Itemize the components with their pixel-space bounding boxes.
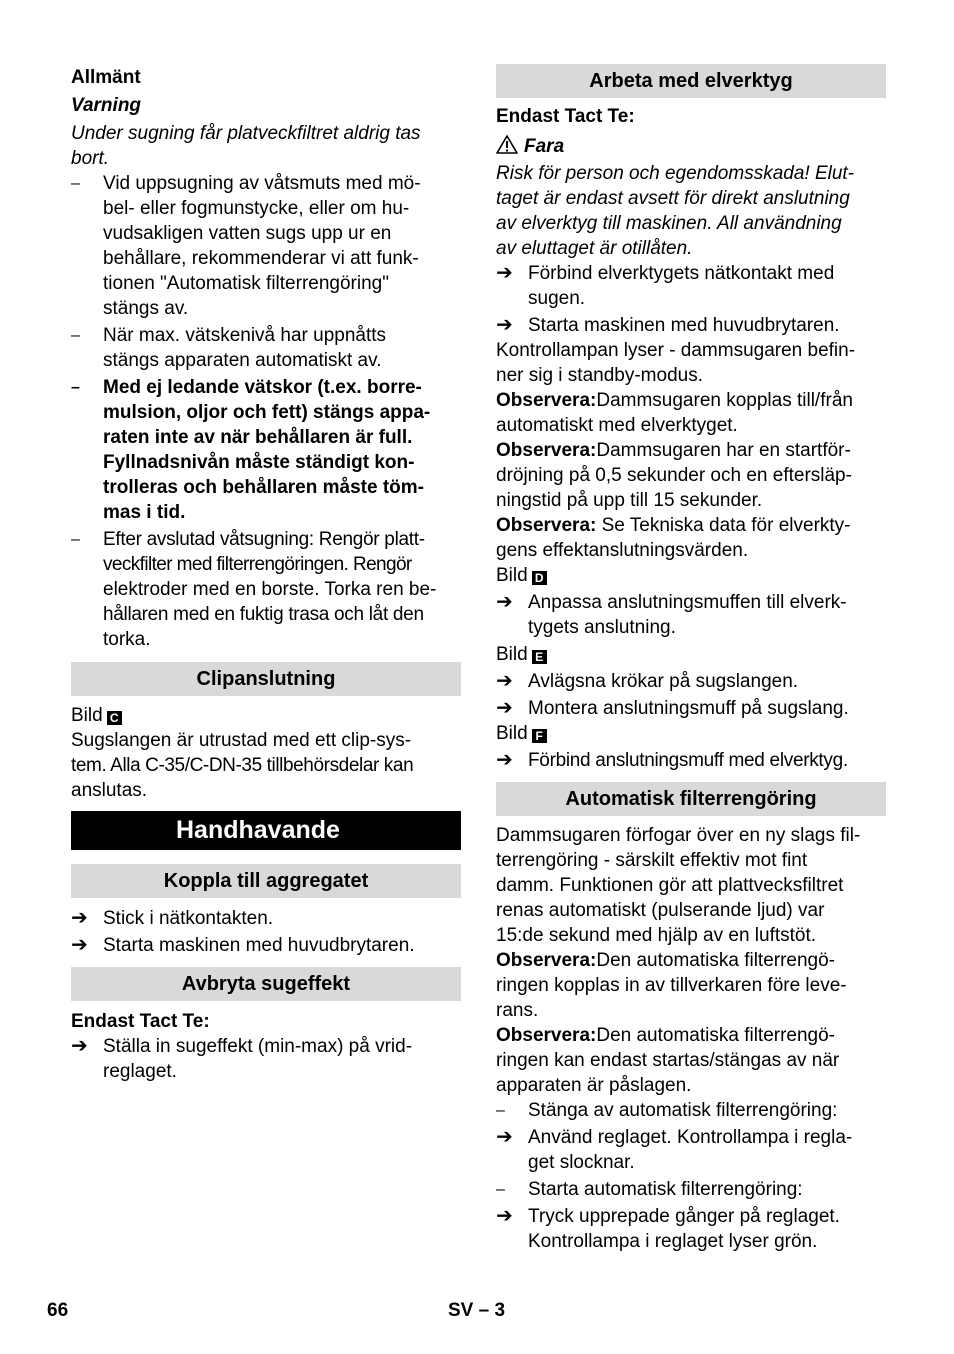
arrow-marker: ➔: [71, 934, 88, 956]
arrow-marker: ➔: [71, 907, 88, 929]
dash-marker: –: [496, 1181, 505, 1198]
varning-text: Under sugning får platveckfiltret aldrig tas bort.: [71, 123, 421, 169]
list-item: – Vid uppsugning av våtsmuts med mö- bel- eller fogmunstycke, eller om hu- vudsakligen vatten sugs upp ur en behållare, rekommenderar vi att funk- tionen "Automatisk filterrengöring" stängs av.: [71, 173, 421, 319]
arbeta-heading: Arbeta med elverktyg: [496, 64, 886, 98]
avbryta-heading: Avbryta sugeffekt: [71, 967, 461, 1001]
dash-marker: –: [71, 175, 80, 192]
dash-marker: –: [71, 327, 80, 344]
figure-letter-f: F: [532, 729, 547, 743]
varning-label: Varning: [71, 95, 142, 116]
list-item: ➔ Avlägsna krökar på sugslangen.: [496, 670, 799, 692]
bild-e-reference: Bild E: [496, 642, 886, 667]
list-item: ➔ Använd reglaget. Kontrollampa i regla- get slocknar.: [496, 1126, 853, 1173]
list-item: ➔ Ställa in sugeffekt (min-max) på vrid- reglaget.: [71, 1035, 413, 1082]
right-column: [496, 64, 886, 1254]
list-item: ➔ Förbind anslutningsmuff med elverktyg.: [496, 749, 848, 771]
arrow-marker: ➔: [496, 697, 513, 719]
clip-text: Sugslangen är utrustad med ett clip-sys- tem. Alla C-35/C-DN-35 tillbehörsdelar kan anslutas.: [71, 730, 414, 801]
list-item: ➔ Starta maskinen med huvudbrytaren.: [496, 314, 840, 336]
fara-text: Risk för person och egendomsskada! Elut- taget är endast avsett för direkt anslutning av elverktyg till maskinen. All användning av eluttaget är otillåten.: [496, 163, 855, 259]
list-item: ➔ Starta maskinen med huvudbrytaren.: [71, 934, 415, 956]
observera-note: Observera:Den automatiska filterrengö- ringen kan endast startas/stängas av när apparaten är påslagen.: [496, 1025, 840, 1096]
list-item: ➔ Tryck upprepade gånger på reglaget. Kontrollampa i reglaget lyser grön.: [496, 1205, 840, 1252]
arrow-marker: ➔: [496, 591, 513, 613]
observera-note: Observera:Dammsugaren kopplas till/från automatiskt med elverktyget.: [496, 390, 853, 436]
list-item: ➔ Förbind elverktygets nätkontakt med sugen.: [496, 262, 835, 309]
list-item: – Efter avslutad våtsugning: Rengör platt- veckfilter med filterrengöringen. Rengör elektroder med en borste. Torka ren be- hållaren med en fuktig trasa och låt den torka.: [71, 529, 437, 650]
list-item: ➔ Montera anslutningsmuff på sugslang.: [496, 697, 849, 719]
list-item: ➔ Anpassa anslutningsmuffen till elverk- tygets anslutning.: [496, 591, 847, 638]
koppla-heading: Koppla till aggregatet: [71, 864, 461, 898]
endast-tact-label: Endast Tact Te:: [71, 1011, 210, 1032]
section-label: SV – 3: [448, 1300, 506, 1321]
list-item: – Med ej ledande vätskor (t.ex. borre- mulsion, oljor och fett) stängs appa- raten inte av när behållaren är full. Fyllnadsnivån måste ständigt kon- trolleras och behållaren måste töm- mas i tid.: [71, 377, 431, 523]
observera-note: Observera: Se Tekniska data för elverkty- gens effektanslutningsvärden.: [496, 515, 851, 561]
arrow-marker: ➔: [496, 1205, 513, 1227]
bild-f-reference: Bild F: [496, 721, 886, 746]
arrow-marker: ➔: [496, 314, 513, 336]
allmant-heading: Allmänt: [71, 67, 141, 88]
dash-marker: –: [496, 1102, 505, 1119]
auto-filter-heading: Automatisk filterrengöring: [496, 782, 886, 816]
left-column: [71, 64, 461, 1084]
list-item: – Starta automatisk filterrengöring:: [496, 1179, 803, 1200]
list-item: ➔ Stick i nätkontakten.: [71, 907, 274, 929]
arrow-marker: ➔: [496, 1126, 513, 1148]
kontroll-text: Kontrollampan lyser - dammsugaren befin- ner sig i standby-modus.: [496, 340, 856, 386]
clipanslutning-heading: Clipanslutning: [71, 662, 461, 696]
bild-d-reference: Bild D: [496, 563, 886, 588]
endast-tact-label: Endast Tact Te:: [496, 106, 635, 127]
figure-letter-c: C: [107, 711, 122, 725]
warning-triangle-icon: [496, 135, 518, 154]
fara-label: Fara: [496, 134, 886, 159]
dash-marker: –: [71, 531, 80, 548]
dash-marker: –: [71, 379, 80, 396]
list-item: – När max. vätskenivå har uppnåtts stängs apparaten automatiskt av.: [71, 325, 387, 371]
handhavande-heading: Handhavande: [71, 811, 461, 850]
arrow-marker: ➔: [71, 1035, 88, 1057]
figure-letter-e: E: [532, 650, 547, 664]
observera-note: Observera:Dammsugaren har en startför- dröjning på 0,5 sekunder och en eftersläp- ningstid på upp till 15 sekunder.: [496, 440, 852, 511]
arrow-marker: ➔: [496, 749, 513, 771]
figure-letter-d: D: [532, 571, 547, 585]
arrow-marker: ➔: [496, 262, 513, 284]
observera-note: Observera:Den automatiska filterrengö- ringen kopplas in av tillverkaren före leve- rans.: [496, 950, 847, 1021]
auto-filter-text: Dammsugaren förfogar över en ny slags fil- terrengöring - särskilt effektiv mot fint damm. Funktionen gör att plattvecksfiltret renas automatiskt (pulserande ljud) var 15:de sekund med hjälp av en luftstöt.: [496, 825, 861, 946]
bild-c-reference: Bild C: [71, 703, 461, 728]
page-number: 66: [47, 1300, 69, 1321]
arrow-marker: ➔: [496, 670, 513, 692]
list-item: – Stänga av automatisk filterrengöring:: [496, 1100, 838, 1121]
